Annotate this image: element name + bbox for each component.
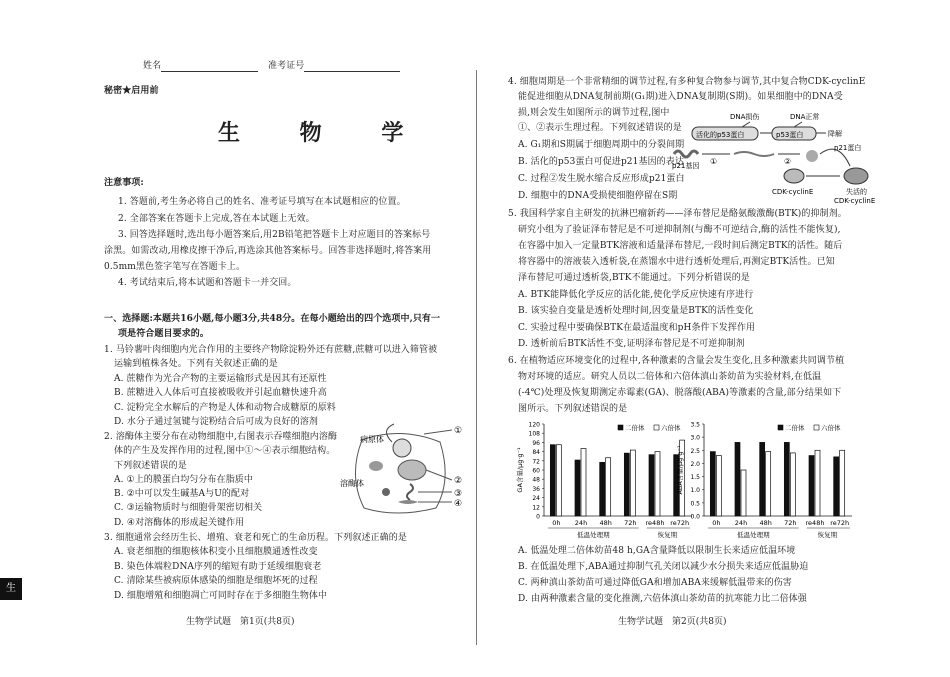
active-p53-label: 活化的p53蛋白	[696, 131, 745, 139]
q2-option: B. ②中可以发生碱基A与U的配对	[114, 489, 250, 499]
q6-option: A. 低温处理二倍体幼苗48 h,GA含量降低以限制生长来适应低温环境	[518, 546, 796, 556]
y-tick-label: 120	[528, 421, 540, 429]
y-tick-label: 3.5	[690, 421, 700, 429]
bar-diploid	[575, 460, 580, 516]
x-tick-label: 24h	[734, 519, 748, 527]
footer-right: 生物学试题 第2页(共8页)	[618, 617, 727, 627]
q1-option: B. 蔗糖进入人体后可直接被吸收并引起血糖快速升高	[114, 388, 327, 398]
group-label: 恢复期	[657, 531, 678, 539]
bar-hexaploid	[741, 470, 746, 516]
lysosome-label: 溶酶体	[340, 479, 364, 488]
bar-hexaploid	[716, 456, 721, 516]
q2-option: A. ①上的膜蛋白均匀分布在脂质中	[114, 475, 253, 485]
label-1: ①	[454, 426, 463, 436]
p21-protein-shape	[806, 150, 818, 162]
bar-diploid	[710, 452, 715, 516]
q3-option: A. 衰老细胞的细胞核体积变小且细胞膜通透性改变	[114, 547, 318, 557]
ticket-label: 准考证号	[268, 61, 305, 71]
q4-stem: 能促进细胞从DNA复制前期(G₁期)进入DNA复制期(S期)。如果细胞中的DNA受	[518, 92, 843, 102]
vesicle	[382, 488, 390, 496]
q6-stem: 物对环境的适应。研究人员以二倍体和六倍体滇山茶幼苗为实验材料,在低温	[518, 372, 822, 382]
note-item: 涂黑。如需改动,用橡皮擦干净后,再选涂其他答案标号。回答非选择题时,将答案用	[104, 246, 432, 256]
section-heading: 一、选择题:本题共16小题,每小题3分,共48分。在每小题给出的四个选项中,只有一	[104, 314, 441, 324]
q1-option: D. 水分子通过氢键与淀粉结合后可成为良好的溶剂	[114, 417, 319, 427]
bar-hexaploid	[606, 458, 611, 516]
dna-normal-label: DNA正常	[790, 113, 820, 121]
x-tick-label: re48h	[645, 519, 665, 527]
label-3: ③	[454, 489, 463, 499]
y-tick-label: 72	[532, 458, 540, 466]
q3-option: D. 细胞增殖和细胞凋亡可同时存在于多细胞生物体中	[114, 591, 328, 601]
lysosome-cell-diagram	[340, 420, 470, 520]
aba-bar-chart	[674, 416, 864, 542]
y-tick-label: 24	[532, 495, 540, 503]
y-axis-label: ABA含量/μg·g⁻¹	[676, 445, 684, 495]
y-tick-label: 0.0	[690, 513, 700, 521]
x-tick-label: re72h	[830, 519, 850, 527]
p53-label: p53蛋白	[776, 131, 804, 139]
pathogen-label: 病原体	[360, 435, 384, 444]
bar-hexaploid	[655, 452, 660, 516]
q1-stem: 运输到植株各处。下列有关叙述正确的是	[114, 359, 278, 369]
ticket-blank	[304, 62, 400, 72]
y-tick-label: 60	[532, 467, 540, 475]
q6-option: C. 两种滇山茶幼苗可通过降低GA和增加ABA来缓解低温带来的伤害	[518, 578, 792, 588]
notes-heading: 注意事项:	[104, 178, 144, 188]
legend-label: 六倍体	[821, 424, 841, 432]
x-tick-label: 72h	[624, 519, 637, 527]
leader-line	[426, 470, 452, 480]
mrna-shape	[734, 152, 774, 156]
q6-option: D. 由两种激素含量的变化推测,六倍体滇山茶幼苗的抗寒能力比二倍体强	[518, 594, 807, 604]
legend-swatch-diploid	[618, 425, 623, 430]
note-item: 0.5mm黑色签字笔写在答题卡上。	[104, 262, 246, 272]
inactive-cdk-shape	[844, 168, 868, 184]
q1-option: C. 淀粉完全水解后的产物是人体和动物合成糖原的原料	[114, 403, 336, 413]
q5-stem: 研究小组为了验证泽布替尼是不可逆抑制剂(与酶不可逆结合,酶的活性不能恢复),	[518, 225, 841, 235]
q2-option: D. ④对溶酶体的形成起关键作用	[114, 518, 245, 528]
note-item: 4. 考试结束后,将本试题和答题卡一并交回。	[118, 278, 297, 288]
q5-stem: 5. 我国科学家自主研发的抗淋巴瘤新药——泽布替尼是酪氨酸激酶(BTK)的抑制剂。	[508, 209, 847, 219]
bar-diploid	[649, 455, 654, 516]
note-item: 3. 回答选择题时,选出每小题答案后,用2B铅笔把答题卡上对应题目的答案标号	[118, 230, 431, 240]
q5-option: D. 透析前后BTK活性不变,证明泽布替尼是不可逆抑制剂	[518, 339, 745, 349]
bar-hexaploid	[815, 450, 820, 516]
bar-hexaploid	[790, 453, 795, 516]
q3-option: C. 清除某些被病原体感染的细胞是细胞坏死的过程	[114, 576, 318, 586]
y-tick-label: 96	[532, 439, 540, 447]
cdk-label: CDK-cyclinE	[772, 188, 814, 196]
legend-label: 二倍体	[785, 424, 805, 432]
q1-option: A. 蔗糖作为光合产物的主要运输形式是因其有还原性	[114, 374, 327, 384]
y-tick-label: 84	[532, 449, 540, 457]
q6-stem: 6. 在植物适应环境变化的过程中,各种激素的含量会发生变化,且多种激素共同调节植	[508, 356, 845, 366]
y-tick-label: 48	[532, 476, 540, 484]
q2-stem: 2. 溶酶体主要分布在动物细胞中,右图表示吞噬细胞内溶酶	[104, 432, 338, 442]
structure-3-er	[407, 484, 413, 500]
legend-swatch-diploid	[778, 425, 783, 430]
x-tick-label: 48h	[759, 519, 772, 527]
q6-stem: 图所示。下列叙述错误的是	[518, 404, 628, 414]
q2-stem: 下列叙述错误的是	[114, 461, 187, 471]
structure-4-golgi	[398, 500, 418, 504]
q6-option: B. 在低温处理下,ABA通过抑制气孔关闭以减少水分损失来适应低温胁迫	[518, 562, 809, 572]
bar-diploid	[784, 442, 789, 516]
arrow	[794, 122, 802, 127]
legend-swatch-hexaploid	[814, 425, 819, 430]
q4-option: D. 细胞中的DNA受损使细胞停留在S期	[518, 191, 678, 201]
process-1-label: ①	[710, 157, 718, 166]
q3-stem: 3. 细胞通常会经历生长、增殖、衰老和死亡的生命历程。下列叙述正确的是	[104, 533, 407, 543]
side-tab: 生	[0, 578, 22, 600]
q5-option: C. 实验过程中要确保BTK在最适温度和pH条件下发挥作用	[518, 323, 756, 333]
y-tick-label: 3.0	[690, 434, 700, 442]
x-tick-label: re48h	[805, 519, 825, 527]
name-blank	[161, 62, 258, 72]
x-tick-label: 48h	[599, 519, 612, 527]
right-page	[478, 0, 950, 677]
bar-hexaploid	[581, 449, 586, 516]
q4-stem: 4. 细胞周期是一个非常精细的调节过程,有多种复合物参与调节,其中复合物CDK-cyclinE	[508, 77, 866, 87]
y-tick-label: 1.0	[690, 487, 700, 495]
leader-line	[424, 430, 452, 434]
cell-cycle-diagram	[670, 110, 938, 205]
bar-diploid	[624, 453, 629, 516]
q2-stem: 体的产生及发挥作用的过程,图中①～④表示细胞结构。	[114, 446, 336, 456]
bar-diploid	[834, 457, 839, 516]
group-label: 恢复期	[817, 531, 838, 539]
x-tick-label: 0h	[712, 519, 721, 527]
structure-1-vesicle	[393, 439, 411, 457]
p21-gene-label: p21基因	[672, 162, 700, 170]
x-tick-label: 24h	[574, 519, 588, 527]
bar-hexaploid	[630, 450, 635, 516]
p21-protein-label: p21蛋白	[834, 144, 862, 152]
q4-stem: ①、②表示生理过程。下列叙述错误的是	[518, 123, 682, 133]
group-label: 低温处理期	[737, 531, 770, 539]
y-tick-label: 0.5	[690, 500, 700, 508]
q4-option: A. G₁期和S期属于细胞周期中的分裂间期	[518, 140, 685, 150]
q1-stem: 1. 马铃薯叶肉细胞内光合作用的主要终产物除淀粉外还有蔗糖,蔗糖可以进入筛管被	[104, 345, 438, 355]
q4-stem: 损,则会发生如图所示的调节过程,图中	[518, 108, 670, 118]
structure-2-nucleus	[398, 460, 426, 480]
section-heading-cont: 项是符合题目要求的。	[118, 329, 210, 339]
inactive-cdk-label: CDK-cyclinE	[834, 197, 876, 205]
x-tick-label: re72h	[670, 519, 690, 527]
dna-damage-label: DNA损伤	[730, 113, 760, 121]
y-tick-label: 2.0	[690, 460, 700, 468]
ticket-field	[268, 60, 400, 72]
legend-swatch-hexaploid	[654, 425, 659, 430]
y-tick-label: 36	[532, 485, 540, 493]
bar-hexaploid	[556, 445, 561, 516]
bar-hexaploid	[766, 452, 771, 516]
group-label: 低温处理期	[577, 531, 610, 539]
x-tick-label: 72h	[784, 519, 797, 527]
p21-gene-shape	[674, 151, 698, 157]
label-4: ④	[454, 499, 463, 509]
x-tick-label: 0h	[552, 519, 561, 527]
page-divider	[476, 70, 477, 645]
q5-stem: 泽布替尼可通过透析袋,BTK不能通过。下列分析错误的是	[518, 273, 750, 283]
y-axis-label: GA含量/μg·g⁻¹	[516, 447, 524, 493]
q6-stem: (-4℃)处理及恢复期测定赤霉素(GA)、脱落酸(ABA)等激素的含量,部分结果如下	[518, 388, 842, 398]
note-item: 2. 全部答案在答题卡上完成,答在本试题上无效。	[118, 214, 315, 224]
bar-diploid	[550, 445, 555, 516]
lysosome-shape	[369, 461, 383, 471]
y-tick-label: 12	[532, 504, 540, 512]
q4-option: B. 活化的p53蛋白可促进p21基因的表达	[518, 157, 684, 167]
y-tick-label: 1.5	[690, 474, 700, 482]
q5-stem: 在容器中加入一定量BTK溶液和适量泽布替尼,一段时间后测定BTK的活性。随后	[518, 241, 843, 251]
bar-diploid	[760, 442, 765, 516]
q4-option: C. 过程②发生脱水缩合反应形成p21蛋白	[518, 174, 685, 184]
q3-option: B. 染色体端粒DNA序列的缩短有助于延缓细胞衰老	[114, 562, 322, 572]
cdk-shape	[784, 169, 804, 183]
process-2-label: ②	[784, 157, 792, 166]
note-item: 1. 答题前,考生务必将自己的姓名、准考证号填写在本试题相应的位置。	[118, 197, 406, 207]
q5-option: A. BTK能降低化学反应的活化能,使化学反应快速有序进行	[518, 290, 754, 300]
legend-label: 二倍体	[625, 424, 645, 432]
label-2: ②	[454, 476, 463, 486]
legend-label: 六倍体	[661, 424, 681, 432]
degrade-label: 降解	[828, 130, 842, 138]
pathogen-arrow	[386, 424, 394, 442]
y-tick-label: 108	[528, 430, 540, 438]
name-label: 姓名	[143, 61, 162, 71]
bar-diploid	[600, 462, 605, 516]
bar-diploid	[735, 442, 740, 516]
y-tick-label: 0	[536, 513, 540, 521]
bar-diploid	[809, 456, 814, 516]
arrow	[742, 122, 750, 127]
name-field	[143, 60, 258, 72]
q5-option: B. 该实验自变量是透析处理时间,因变量是BTK的活性变化	[518, 306, 754, 316]
confidential-label: 秘密★启用前	[104, 86, 159, 96]
q2-option: C. ③运输物质时与细胞骨架密切相关	[114, 503, 263, 513]
page-title: 生 物 学	[218, 120, 430, 146]
y-tick-label: 2.5	[690, 447, 700, 455]
inactive-label: 失活的	[846, 188, 867, 196]
bar-hexaploid	[840, 450, 845, 516]
q5-stem: 将容器中的溶液装入透析袋,在蒸馏水中进行透析处理后,再测定BTK活性。已知	[518, 257, 835, 267]
footer-left: 生物学试题 第1页(共8页)	[186, 617, 295, 627]
